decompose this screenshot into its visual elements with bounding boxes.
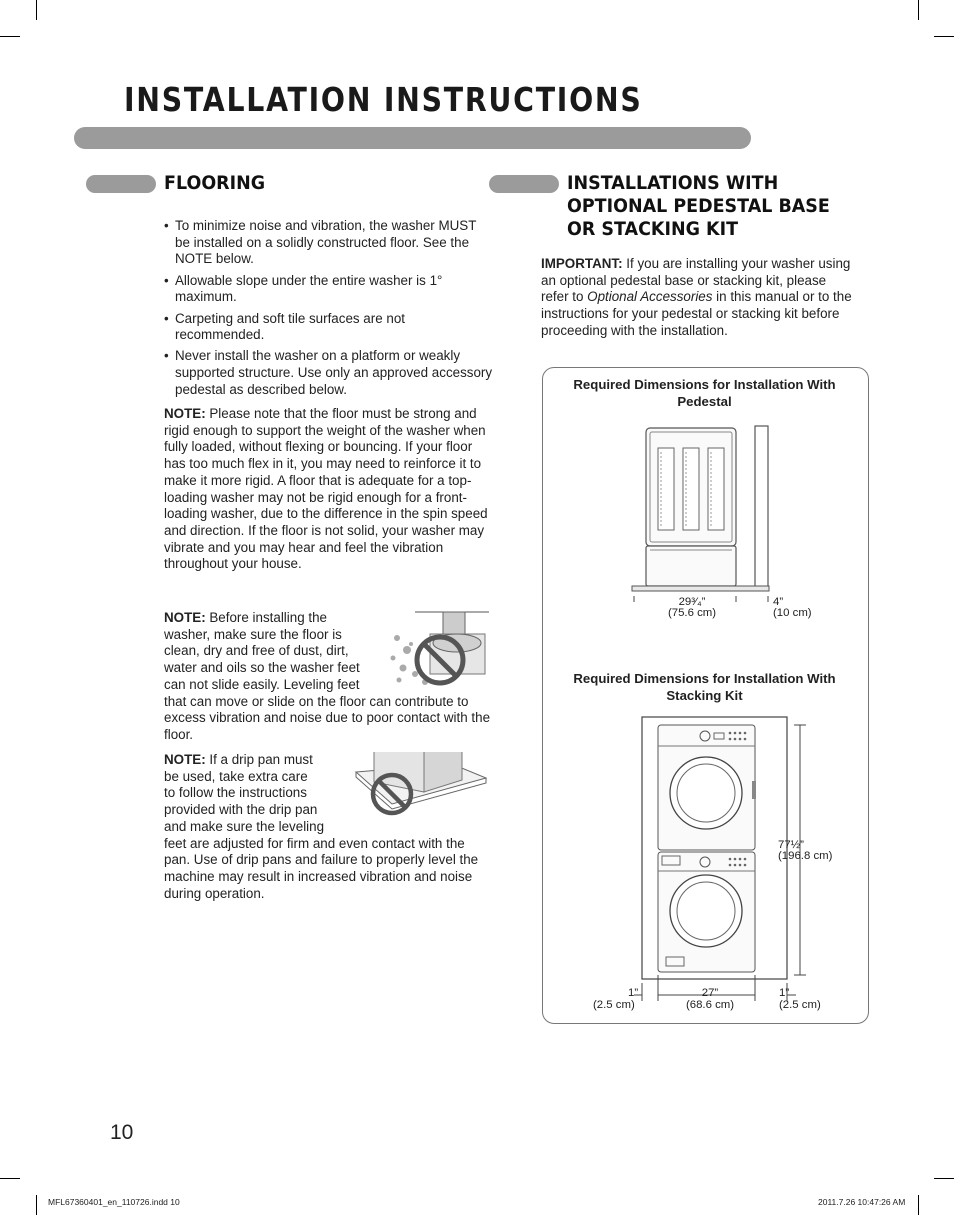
pedestal-width-inches: 29³⁄₄” bbox=[678, 596, 706, 608]
section-marker bbox=[489, 175, 559, 193]
note-line: can not slide easily. Leveling feet bbox=[164, 676, 360, 692]
list-item: • Carpeting and soft tile surfaces are not recommended. bbox=[164, 311, 494, 344]
crop-mark bbox=[0, 36, 20, 37]
stack-width-cm: (68.6 cm) bbox=[685, 999, 735, 1011]
note-line: be used, take extra care bbox=[164, 768, 308, 784]
stacking-diagram-caption: Required Dimensions for Installation With Stacking Kit bbox=[573, 671, 836, 703]
stack-height-inches: 77½” bbox=[778, 839, 804, 851]
important-text: If you are installing your washer using an optional pedestal base or stacking kit, please refer to bbox=[541, 256, 851, 305]
note-text: feet are adjusted for firm and even contact with the pan. Use of drip pans and failure to properly level the machine may result in increased vibration and noise during operation. bbox=[164, 835, 479, 901]
note-line: to follow the instructions bbox=[164, 785, 307, 801]
note-label: NOTE: bbox=[164, 610, 206, 625]
stack-right-gap-inches: 1” bbox=[779, 987, 790, 999]
note-line: washer, make sure the floor is bbox=[164, 626, 342, 642]
flooring-bullet-list bbox=[164, 218, 494, 403]
crop-mark bbox=[0, 1178, 20, 1179]
note-floor-rigidity bbox=[164, 406, 490, 573]
note-line: If a drip pan must bbox=[205, 752, 313, 767]
note-line: and make sure the leveling bbox=[164, 818, 325, 834]
drip-pan-illustration bbox=[352, 752, 487, 817]
pedestal-diagram-caption: Required Dimensions for Installation With Pedestal bbox=[573, 377, 836, 409]
important-note bbox=[541, 256, 853, 340]
note-line: clean, dry and free of dust, dirt, bbox=[164, 643, 349, 659]
note-line: water and oils so the washer feet bbox=[164, 660, 360, 676]
crop-mark bbox=[934, 1178, 954, 1179]
important-label: IMPORTANT: bbox=[541, 256, 623, 271]
crop-mark bbox=[934, 36, 954, 37]
crop-mark bbox=[918, 1195, 919, 1215]
note-label: NOTE: bbox=[164, 752, 206, 767]
list-item: • Allowable slope under the entire washer is 1° maximum. bbox=[164, 273, 494, 306]
pedestal-gap-cm: (10 cm) bbox=[773, 607, 812, 619]
crop-mark bbox=[36, 1195, 37, 1215]
page-title: INSTALLATION INSTRUCTIONS bbox=[124, 80, 643, 119]
stack-height-cm: (196.8 cm) bbox=[778, 850, 833, 862]
stack-right-gap-cm: (2.5 cm) bbox=[779, 999, 821, 1011]
note-text: that can move or slide on the floor can contribute to excess vibration and noise due to poor contact with the floor. bbox=[164, 693, 491, 742]
page-number: 10 bbox=[110, 1121, 134, 1144]
section-marker bbox=[86, 175, 156, 193]
important-text: in this manual or to the instructions for your pedestal or stacking kit before proceeding with the installation. bbox=[541, 289, 852, 338]
slippery-floor-illustration bbox=[385, 608, 490, 693]
important-italic: Optional Accessories bbox=[587, 289, 713, 305]
note-text: Please note that the floor must be strong and rigid enough to support the weight of the washer when fully loaded, without flexing or bouncing. If your floor has too much flex in it, you may need to reinforce it to make it more rigid. A floor that is adequate for a top-loading washer may not be rigid enough for a front-loading washer, due to the difference in the spin speed and direction. If the floor is not solid, your washer may vibrate and you may hear and feel the vibration throughout your house. bbox=[164, 406, 488, 572]
header-bar bbox=[74, 127, 751, 149]
note-line: provided with the drip pan bbox=[164, 802, 318, 818]
list-item: • To minimize noise and vibration, the washer MUST be installed on a solidly constructed floor. See the NOTE below. bbox=[164, 218, 494, 268]
flooring-heading: FLOORING bbox=[164, 172, 266, 194]
footer-file-name: MFL67360401_en_110726.indd 10 bbox=[48, 1197, 180, 1207]
note-label: NOTE: bbox=[164, 406, 206, 421]
pedestal-width-cm: (75.6 cm) bbox=[667, 607, 717, 619]
pedestal-washer-diagram bbox=[626, 422, 776, 602]
stack-width-inches: 27” bbox=[701, 987, 719, 999]
stack-left-gap-cm: (2.5 cm) bbox=[593, 999, 635, 1011]
crop-mark bbox=[36, 0, 37, 20]
pedestal-heading: INSTALLATIONS WITH OPTIONAL PEDESTAL BASE OR STACKING KIT bbox=[567, 172, 830, 240]
footer-timestamp: 2011.7.26 10:47:26 AM bbox=[818, 1197, 906, 1207]
stack-left-gap-inches: 1” bbox=[628, 987, 639, 999]
list-item: • Never install the washer on a platform or weakly supported structure. Use only an approved accessory pedestal as described below. bbox=[164, 348, 494, 398]
note-line: Before installing the bbox=[205, 610, 327, 625]
pedestal-gap-inches: 4” bbox=[773, 596, 784, 608]
crop-mark bbox=[918, 0, 919, 20]
